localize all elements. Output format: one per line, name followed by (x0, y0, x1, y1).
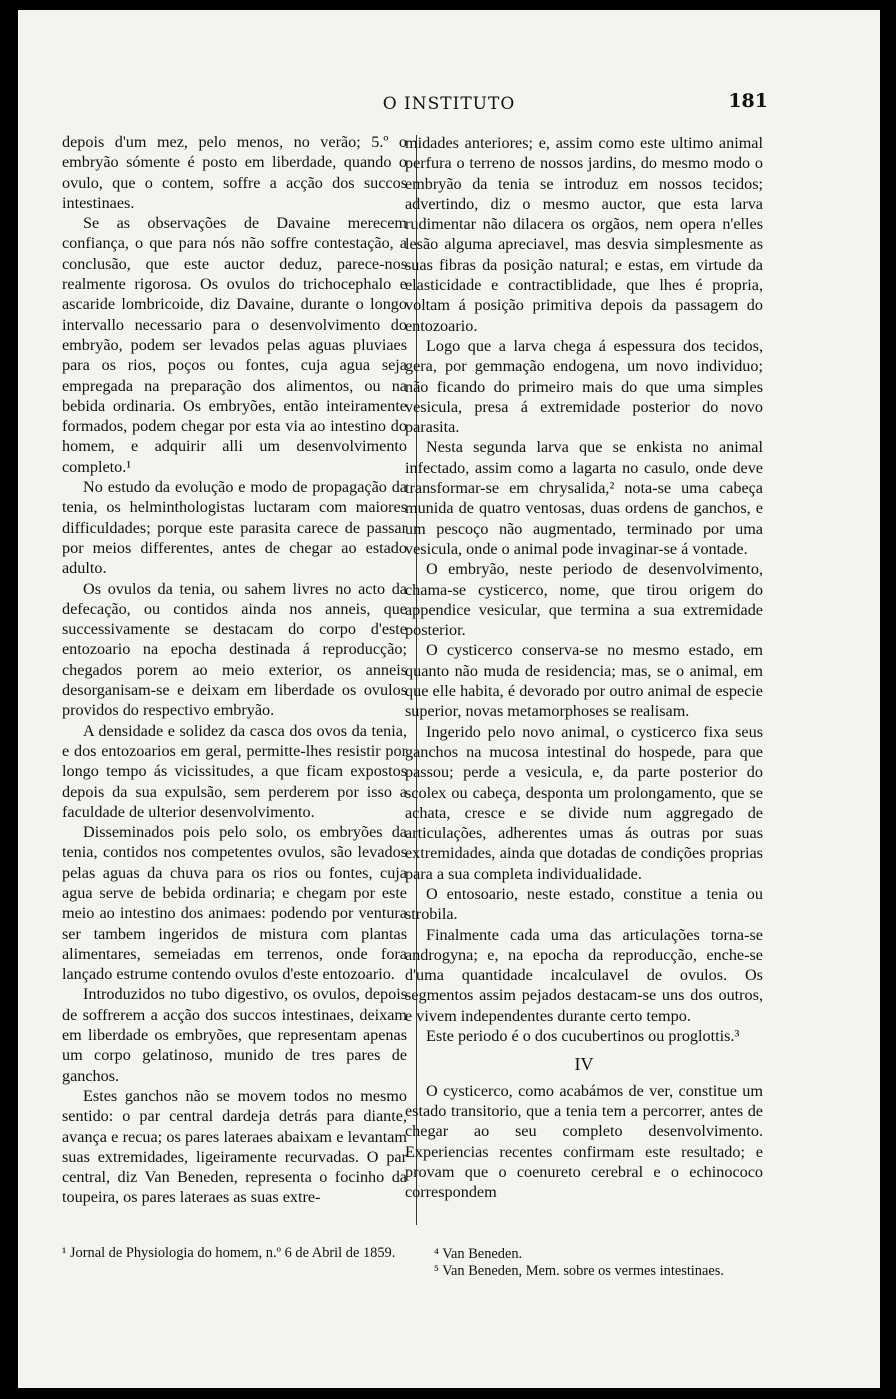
paragraph: Finalmente cada uma das articulações torna-se androgyna; e, na epocha da reproducção, enche-se d'uma quantidade incalculavel de ovulos. Os segmentos assim pejados destacam-se uns dos outros, e vivem independentes durante certo tempo. (405, 925, 763, 1025)
paragraph: Nesta segunda larva que se enkista no animal infectado, assim como a lagarta no casulo, onde deve transformar-se em chrysalida,² nota-se uma cabeça munida de quatro ventosas, duas ordens de ganchos, e um pescoço não augmentado, terminado por uma vesicula, onde o animal pode invaginar-se á vontade. (405, 438, 763, 558)
paragraph: Logo que a larva chega á espessura dos tecidos, gera, por gemmação endogena, um novo individuo; não ficando do primeiro mais do que uma simples vesicula, presa á extremidade posterior do novo parasita. (405, 336, 763, 437)
page-number: 181 (728, 90, 768, 112)
left-column (62, 132, 407, 1208)
paragraph: Introduzidos no tubo digestivo, os ovulos, depois de soffrerem a acção dos succos intestinaes, deixam em liberdade os embryões, que representam apenas um corpo gelatinoso, munido de tres pares de ganchos. (62, 985, 407, 1085)
page (18, 10, 880, 1388)
paragraph: Os ovulos da tenia, ou sahem livres no acto da defecação, ou contidos ainda nos anneis, que successivamente se destacam do corpo d'este entozoario na epocha destinada á reproducção; chegados porem ao meio exterior, os anneis desorganisam-se e deixam em liberdade os ovulos providos do respectivo embryão. (62, 579, 407, 720)
paragraph: O embryão, neste periodo de desenvolvimento, chama-se cysticerco, nome, que tirou origem do appendice vesicular, que termina a sua extremidade posterior. (405, 560, 763, 640)
journal-title: O INSTITUTO (382, 94, 516, 114)
paragraph: O cysticerco, como acabámos de ver, constitue um estado transitorio, que a tenia tem a percorrer, antes de chegar ao seu completo desenvolvimento. Experiencias recentes confirmam este resultado; e provam que o coenureto cerebral e o echinococo correspondem (405, 1081, 763, 1202)
paragraph: No estudo da evolução e modo de propagação da tenia, os helminthologistas luctaram com maiores difficuldades; porque este parasita carece de passar por meios differentes, antes de chegar ao estado adulto. (62, 478, 407, 578)
paragraph: A densidade e solidez da casca dos ovos da tenia, e dos entozoarios em geral, permitte-lhes resistir por longo tempo ás vicissitudes, a que ficam expostos depois da sua expulsão, sem perderem por isso a faculdade de ulterior desenvolvimento. (62, 721, 407, 821)
footnote: ¹ Jornal de Physiologia do homem, n.º 6 de Abril de 1859. (62, 1245, 396, 1261)
paragraph: O entosoario, neste estado, constitue a tenia ou strobila. (405, 884, 763, 924)
section-heading: IV (574, 1054, 594, 1075)
paragraph: Ingerido pelo novo animal, o cysticerco fixa seus ganchos na mucosa intestinal do hospede, para que passou; perde a vesicula, e, da parte posterior do scolex ou cabeça, desponta um prolongamento, que se achata, cresce e se divide num aggregado de articulações, adherentes umas ás outras por suas extremidades, ainda que dotadas de condições proprias para a sua completa individualidade. (405, 722, 763, 883)
paragraph: O cysticerco conserva-se no mesmo estado, em quanto não muda de residencia; mas, se o animal, em que elle habita, é devorado por outro animal de especie superior, novas metamorphoses se realisam. (405, 641, 763, 721)
paragraph: depois d'um mez, pelo menos, no verão; 5.º o embryão sómente é posto em liberdade, quando o ovulo, que o contem, soffre a acção dos succos intestinaes. (62, 133, 407, 212)
right-column (405, 133, 763, 1202)
paragraph: midades anteriores; e, assim como este ultimo animal perfura o terreno de nossos jardins, do mesmo modo o embryão da tenia se introduz em nossos tecidos; advertindo, diz o mesmo auctor, que esta larva rudimentar não dilacera os orgãos, nem opera n'elles lesão alguma apreciavel, mas desvia simplesmente as suas fibras da posição natural; e estas, em virtude da elasticidade e contractiblidade, que lhes é propria, voltam á posição primitiva depois da passagem do entozoario. (405, 134, 763, 335)
footnote: ⁴ Van Beneden. (433, 1246, 523, 1262)
footnotes-right (431, 1246, 771, 1280)
paragraph: Disseminados pois pelo solo, os embryões da tenia, contidos nos competentes ovulos, são levados pelas aguas da chuva para os rios ou fontes, cuja agua serve de bebida ordinaria; e chegam por este meio ao intestino dos animaes: podendo por ventura ser tambem ingeridos de mistura com plantas alimentares, semeiadas em terrenos, onde fora lançado estrume contendo ovulos d'este entozoario. (62, 823, 407, 984)
paragraph: Se as observações de Davaine merecem confiança, o que para nós não soffre contestação, a conclusão, que este auctor deduz, parece-nos realmente rigorosa. Os ovulos do trichocephalo e ascaride lombricoide, diz Davaine, durante o longo intervallo necessario para o desenvolvimento do embryão, podem ser levados pelas aguas pluviaes para os rios, poços ou fontes, cuja agua seja empregada na preparação dos alimentos, ou na bebida ordinaria. Os embryões, então inteiramente formados, podem chegar por esta via ao intestino do homem, e adquirir alli um desenvolvimento completo.¹ (62, 214, 407, 476)
paragraph: Estes ganchos não se movem todos no mesmo sentido: o par central dardeja detrás para diante, avança e recua; os pares lateraes abaixam e levantam suas extremidades, ligeiramente recurvadas. O par central, diz Van Beneden, representa o focinho da toupeira, os pares lateraes as suas extre- (62, 1086, 407, 1207)
footnote: ⁵ Van Beneden, Mem. sobre os vermes intestinaes. (433, 1263, 724, 1279)
footnotes-left (62, 1245, 412, 1262)
running-header (18, 88, 880, 120)
paragraph: Este periodo é o dos cucubertinos ou proglottis.³ (426, 1027, 740, 1046)
